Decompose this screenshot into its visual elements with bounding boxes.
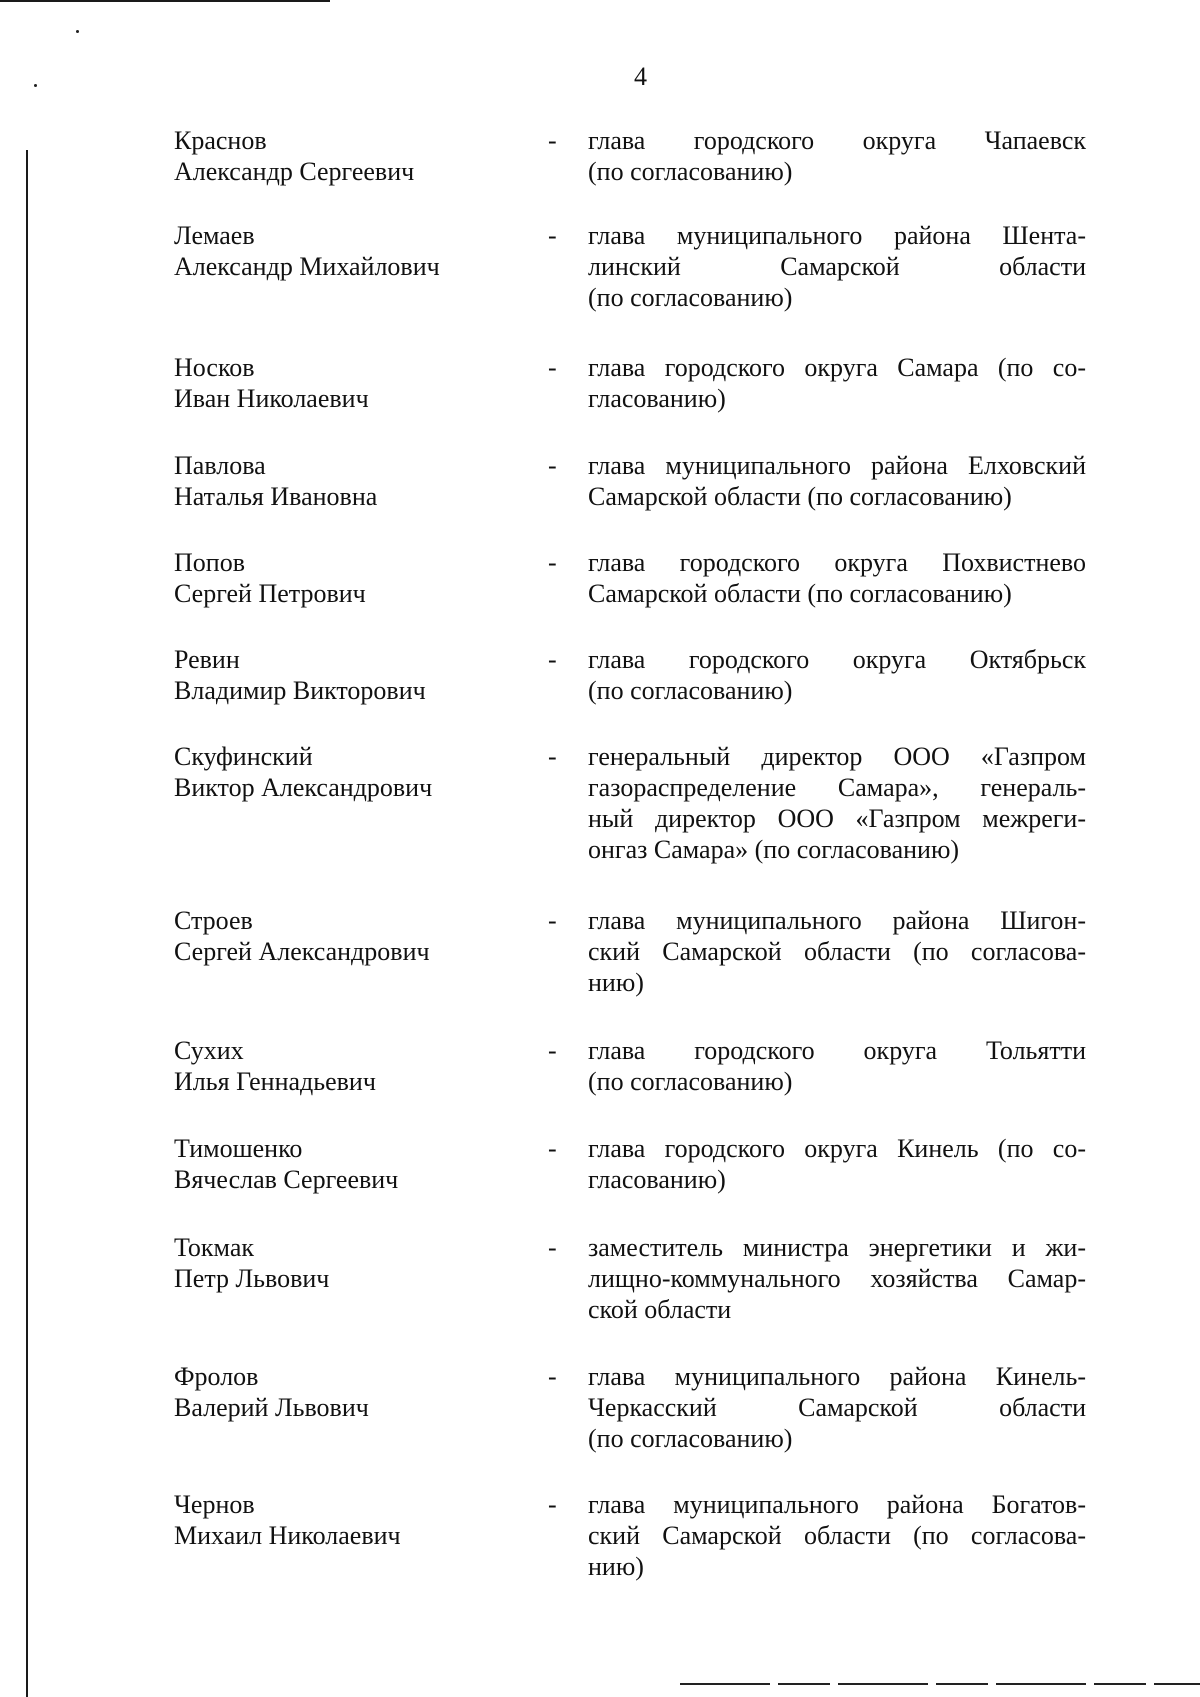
role-line: глава городского округа Чапаевск (588, 126, 1086, 155)
member-given-names: Михаил Николаевич (174, 1521, 401, 1550)
member-surname: Лемаев (174, 221, 255, 250)
entry-dash: - (548, 126, 557, 155)
member-surname: Сухих (174, 1036, 244, 1065)
entry-dash: - (548, 1036, 557, 1065)
member-given-names: Александр Михайлович (174, 252, 440, 281)
member-role (588, 352, 1086, 414)
scan-edge-left (26, 150, 28, 1697)
member-surname: Скуфинский (174, 742, 313, 771)
member-surname: Краснов (174, 126, 267, 155)
role-line: (по согласованию) (588, 157, 793, 186)
role-line: Самарской области (по согласованию) (588, 482, 1012, 511)
member-role (588, 547, 1086, 609)
member-role (588, 1361, 1086, 1454)
role-line: глава муниципального района Кинель- (588, 1362, 1086, 1391)
member-role (588, 220, 1086, 313)
member-given-names: Вячеслав Сергеевич (174, 1165, 399, 1194)
member-surname: Ревин (174, 645, 240, 674)
member-role (588, 1489, 1086, 1582)
member-surname: Токмак (174, 1233, 255, 1262)
member-name (174, 644, 514, 706)
scan-speck (34, 84, 37, 87)
role-line: глава городского округа Тольятти (588, 1036, 1086, 1065)
role-line: лищно-коммунального хозяйства Самар- (588, 1264, 1086, 1293)
role-line: глава городского округа Кинель (по со- (588, 1134, 1086, 1163)
role-line: глава городского округа Октябрьск (588, 645, 1086, 674)
role-line: ской области (588, 1295, 732, 1324)
scan-edge-top (0, 0, 330, 2)
scan-edge-bottom (680, 1683, 1200, 1685)
member-given-names: Наталья Ивановна (174, 482, 378, 511)
member-role (588, 450, 1086, 512)
member-surname: Тимошенко (174, 1134, 303, 1163)
entry-dash: - (548, 353, 557, 382)
member-name (174, 1232, 514, 1294)
member-name (174, 220, 514, 282)
role-line: газораспределение Самара», генераль- (588, 773, 1086, 802)
role-line: ный директор ООО «Газпром межреги- (588, 804, 1086, 833)
member-given-names: Петр Львович (174, 1264, 330, 1293)
member-role (588, 125, 1086, 187)
role-line: глава городского округа Похвистнево (588, 548, 1086, 577)
role-line: глава муниципального района Богатов- (588, 1490, 1086, 1519)
entry-dash: - (548, 742, 557, 771)
role-line: глава муниципального района Шигон- (588, 906, 1086, 935)
member-given-names: Владимир Викторович (174, 676, 426, 705)
role-line: (по согласованию) (588, 283, 793, 312)
member-surname: Попов (174, 548, 245, 577)
scan-speck (76, 30, 79, 33)
member-name (174, 352, 514, 414)
member-given-names: Иван Николаевич (174, 384, 369, 413)
role-line: ский Самарской области (по согласова- (588, 1521, 1086, 1550)
member-name (174, 741, 514, 803)
entry-dash: - (548, 451, 557, 480)
role-line: (по согласованию) (588, 1424, 793, 1453)
role-line: (по согласованию) (588, 1067, 793, 1096)
role-line: гласованию) (588, 1165, 726, 1194)
member-name (174, 1361, 514, 1423)
member-role (588, 905, 1086, 998)
entry-dash: - (548, 1362, 557, 1391)
member-given-names: Сергей Петрович (174, 579, 366, 608)
entry-dash: - (548, 1134, 557, 1163)
role-line: Самарской области (по согласованию) (588, 579, 1012, 608)
role-line: нию) (588, 1552, 644, 1581)
member-given-names: Сергей Александрович (174, 937, 430, 966)
member-name (174, 547, 514, 609)
member-role (588, 644, 1086, 706)
member-given-names: Александр Сергеевич (174, 157, 415, 186)
role-line: ский Самарской области (по согласова- (588, 937, 1086, 966)
member-name (174, 450, 514, 512)
member-surname: Павлова (174, 451, 266, 480)
member-surname: Чернов (174, 1490, 255, 1519)
role-line: линский Самарской области (588, 252, 1086, 281)
role-line: заместитель министра энергетики и жи- (588, 1233, 1086, 1262)
member-role (588, 1232, 1086, 1325)
member-role (588, 1035, 1086, 1097)
role-line: Черкасский Самарской области (588, 1393, 1086, 1422)
entry-dash: - (548, 1490, 557, 1519)
role-line: глава городского округа Самара (по со- (588, 353, 1086, 382)
role-line: нию) (588, 968, 644, 997)
member-surname: Носков (174, 353, 255, 382)
member-given-names: Виктор Александрович (174, 773, 433, 802)
page-number: 4 (634, 62, 647, 91)
role-line: глава муниципального района Елховский (588, 451, 1086, 480)
member-name (174, 905, 514, 967)
member-name (174, 1133, 514, 1195)
role-line: онгаз Самара» (по согласованию) (588, 835, 960, 864)
member-given-names: Валерий Львович (174, 1393, 369, 1422)
entry-dash: - (548, 645, 557, 674)
member-surname: Фролов (174, 1362, 259, 1391)
role-line: генеральный директор ООО «Газпром (588, 742, 1086, 771)
member-role (588, 741, 1086, 865)
member-name (174, 1035, 514, 1097)
member-role (588, 1133, 1086, 1195)
member-given-names: Илья Геннадьевич (174, 1067, 376, 1096)
entry-dash: - (548, 1233, 557, 1262)
entry-dash: - (548, 548, 557, 577)
member-surname: Строев (174, 906, 253, 935)
role-line: (по согласованию) (588, 676, 793, 705)
entry-dash: - (548, 906, 557, 935)
role-line: глава муниципального района Шента- (588, 221, 1086, 250)
entry-dash: - (548, 221, 557, 250)
role-line: гласованию) (588, 384, 726, 413)
member-name (174, 125, 514, 187)
member-name (174, 1489, 514, 1551)
